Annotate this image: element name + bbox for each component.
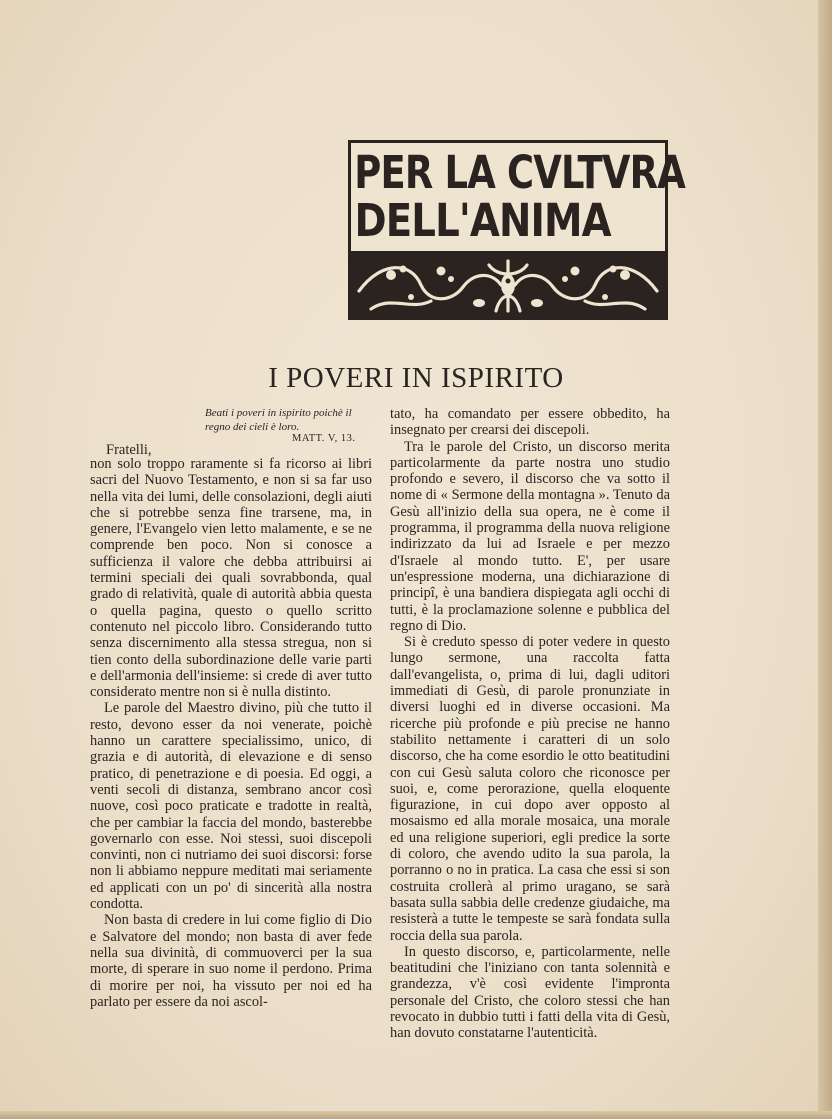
right-column [390,406,670,1042]
epigraph-text: Beati i poveri in ispirito poichè il regno dei cieli è loro. [205,407,352,433]
page-edge-bottom [0,1111,832,1119]
page-edge-right [818,0,832,1119]
paragraph: Tra le parole del Cristo, un discorso merita particolarmente da parte nostra uno studio profondo e severo, il discorso che va sotto il nome di « Sermone della montagna ». Tenuto da Gesù all'inizio della sua opera, ne è come il programma, il programma della nuova religione indirizzato da lui ad Israele e per mezzo d'Israele al mondo tutto. E', per usare un'espressione moderna, una dichiarazione di principî, è una bandiera dispiegata agli occhi di tutti, è la proclamazione solenne e pubblica del regno di Dio. [390,438,670,634]
floral-ornament-icon [351,251,665,317]
salutation: Fratelli, [106,442,152,458]
paragraph: Le parole del Maestro divino, più che tutto il resto, devono esser da noi venerate, poichè hanno un carattere specialissimo, unico, di grazia e di autorità, di elevazione e di senso pratico, di penetrazione e di poesia. Ed oggi, a venti secoli di distanza, sembrano ancor così nuove, così poco praticate e tradotte in realtà, che per cambiar la faccia del mondo, basterebbe governarlo con esse. Noi stessi, suoi discepoli convinti, non ci nutriamo dei suoi discorsi: forse non li abbiamo neppure meditati mai seriamente ed applicati con un po' di sincerità alla nostra condotta. [90,700,372,913]
masthead-logo [348,140,685,320]
logo-line-1: PER LA CVLTVRA [354,146,685,199]
logo-line-2: DELL'ANIMA [354,194,611,247]
paragraph: Si è creduto spesso di poter vedere in questo lungo sermone, una raccolta fatta dall'evangelista, o, prima di lui, dagli uditori immediati di Gesù, di parole pronunziate in diversi luoghi ed in diverse occasioni. Ma ricerche più profonde e più precise ne hanno stabilito nettamente i caratteri di un solo discorso, che ha come esordio le otto beatitudini con cui Gesù saluta coloro che riconosce per suoi, e, come perorazione, quella eloquente figurazione, in cui dopo aver opposto al mosaismo ed alla morale mosaica, una morale ed una religione superiori, egli predice la sorte di coloro, che avendo udito la sua parola, la porranno o no in pratica. La casa che essi si son costruita crollerà al primo uragano, se sarà basata sulla sabbia delle credenze giudaiche, ma resisterà a tutte le tempeste se sarà fondata sulla roccia della sua parola. [390,634,670,944]
paragraph: Non basta di credere in lui come figlio di Dio e Salvatore del mondo; non basta di aver fede nella sua divinità, di commuoverci per la sua morte, di sperare in suo nome il perdono. Prima di morire per noi, ha vissuto per noi ed ha parlato per essere da noi ascol- [90,912,372,1010]
article-title: I POVERI IN ISPIRITO [268,362,564,394]
epigraph-reference: MATT. V, 13. [292,433,356,444]
paragraph: In questo discorso, e, particolarmente, nelle beatitudini che l'iniziano con tanta solennità e grandezza, v'è così evidente l'impronta personale del Cristo, che coloro stessi che han revocato in dubbio tutti i fatti della vita di Gesù, han dovuto constatarne l'autenticità. [390,943,670,1042]
paragraph: non solo troppo raramente si fa ricorso ai libri sacri del Nuovo Testamento, e non si sa far uso nella vita dei lumi, delle consolazioni, degli aiuti che si potrebbe senza fine trarsene, ma, in genere, l'Evangelo vien letto malamente, e se ne comprende ben poco. Non si conosce a sufficienza il valore che debba attribuirsi ai termini speciali dei quali sovrabbonda, qual grado di relatività, quale di autorità abbia questa o quella pagina, questo o quello scritto contenuto nel piccolo libro. Considerando tutto senza discernimento alla stessa stregua, non si tien conto della subordinazione delle varie parti e dell'armonia dell'insieme: si crede di aver tutto considerato mentre non si è nulla distinto. [90,456,372,701]
paragraph: tato, ha comandato per essere obbedito, ha insegnato per crearsi dei discepoli. [390,406,670,439]
left-column [90,456,372,1010]
